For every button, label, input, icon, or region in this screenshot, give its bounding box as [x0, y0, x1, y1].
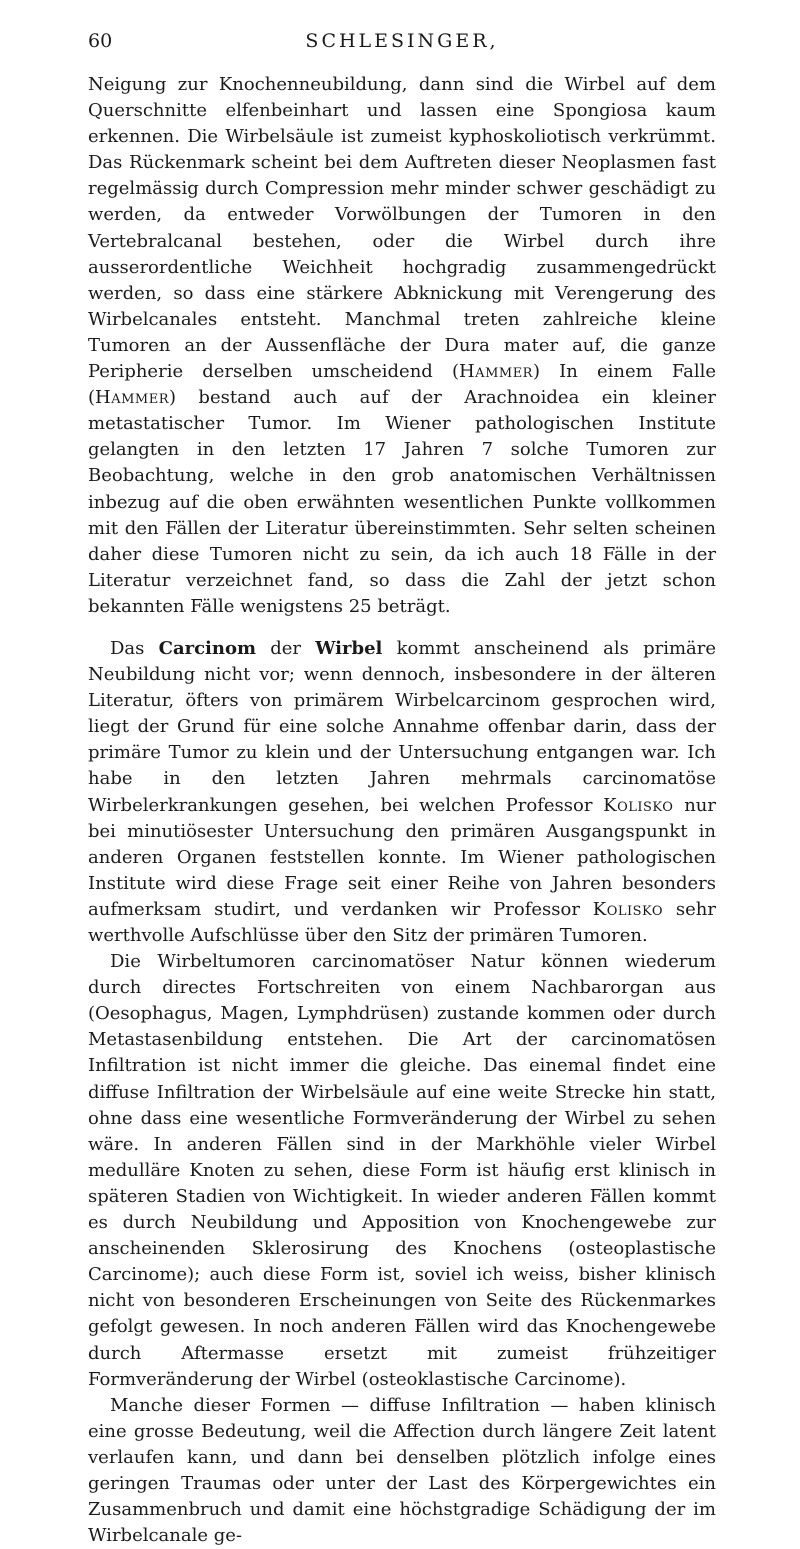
paragraph-3: Die Wirbeltumoren carcinomatöser Natur können wiederum durch directes Fortschreiten von einem Nachbarorgan aus (Oesophagus, Magen, Lymphdrüsen) zustande kommen oder durch Metastasenbildung entstehen. Die Art der carcinomatösen Infiltration ist nicht immer die gleiche. Das einemal findet eine diffuse Infiltration der Wirbelsäule auf eine weite Strecke hin statt, ohne dass eine wesentliche Formveränderung der Wirbel zu sehen wäre. In anderen Fällen sind in der Markhöhle vieler Wirbel medulläre Knoten zu sehen, diese Form ist häufig erst klinisch in späteren Stadien von Wichtigkeit. In wieder anderen Fällen kommt es durch Neubildung und Apposition von Knochengewebe zur anscheinenden Sklerosirung des Knochens (osteoplastische Carcinome); auch diese Form ist, soviel ich weiss, bisher klinisch nicht von besonderen Erscheinungen von Seite des Rückenmarkes gefolgt gewesen. In noch anderen Fällen wird das Knochengewebe durch Aftermasse ersetzt mit zumeist frühzeitiger Formveränderung der Wirbel (osteoklastische Carcinome). — [88, 951, 716, 1390]
author-name-hammer: Hammer — [95, 387, 170, 409]
paragraph-2: Das Carcinom der Wirbel kommt anscheinend als primäre Neubildung nicht vor; wenn dennoch, insbesondere in der älteren Literatur, öfters von primärem Wirbelcarcinom gesprochen wird, liegt der Grund für eine solche Annahme offenbar darin, dass der primäre Tumor zu klein und der Untersuchung entgangen war. Ich habe in den letzten Jahren mehrmals carcinomatöse Wirbelerkrankungen gesehen, bei welchen Professor Kolisko nur bei minutiösester Untersuchung den primären Ausgangspunkt in anderen Organen feststellen konnte. Im Wiener pathologischen Institute wird diese Frage seit einer Reihe von Jahren besonders aufmerksam studirt, und verdanken wir Professor Kolisko sehr werthvolle Aufschlüsse über den Sitz der primären Tumoren. — [88, 637, 717, 946]
paragraph-4: Manche dieser Formen — diffuse Infiltration — haben klinisch eine grosse Bedeutung, weil die Affection durch längere Zeit latent verlaufen kann, und dann bei denselben plötzlich infolge eines geringen Traumas oder unter der Last des Körpergewichtes ein Zusammenbruch und damit eine höchstgradige Schädigung der im Wirbelcanale ge- — [88, 1394, 716, 1547]
author-name-kolisko: Kolisko — [603, 794, 674, 816]
author-name-kolisko: Kolisko — [592, 898, 664, 920]
running-title: SCHLESINGER, — [305, 30, 499, 52]
paragraph-1: Neigung zur Knochenneubildung, dann sind die Wirbel auf dem Querschnitte elfenbeinhart und lassen eine Spongiosa kaum erkennen. Die Wirbelsäule ist zumeist kyphoskoliotisch verkrümmt. Das Rückenmark scheint bei dem Auftreten dieser Neoplasmen fast regelmässig durch Compression mehr minder schwer geschädigt zu werden, da entweder Vorwölbungen der Tumoren in den Vertebralcanal bestehen, oder die Wirbel durch ihre ausserordentliche Weichheit hochgradig zusammengedrückt werden, so dass eine stärkere Abknickung mit Verengerung des Wirbelcanales entsteht. Manchmal treten zahlreiche kleine Tumoren an der Aussenfläche der Dura mater auf, die ganze Peripherie derselben umscheidend (Hammer) In einem Falle (Hammer) bestand auch auf der Arachnoidea ein kleiner metastatischer Tumor. Im Wiener pathologischen Institute gelangten in den letzten 17 Jahren 7 solche Tumoren zur Beobachtung, welche in den grob anatomischen Verhältnissen inbezug auf die oben erwähnten wesentlichen Punkte vollkommen mit den Fällen der Literatur übereinstimmten. Sehr selten scheinen daher diese Tumoren nicht zu sein, da ich auch 18 Fälle in der Literatur verzeichnet fand, so dass die Zahl der jetzt schon bekannten Fälle wenigstens 25 beträgt. — [88, 74, 716, 617]
author-name-hammer: Hammer — [458, 361, 533, 383]
keyword-carcinom: Carcinom — [158, 637, 257, 659]
keyword-wirbel: Wirbel — [315, 637, 383, 659]
page-header — [88, 30, 716, 58]
page-number: 60 — [88, 30, 113, 52]
body-text — [88, 72, 716, 1549]
